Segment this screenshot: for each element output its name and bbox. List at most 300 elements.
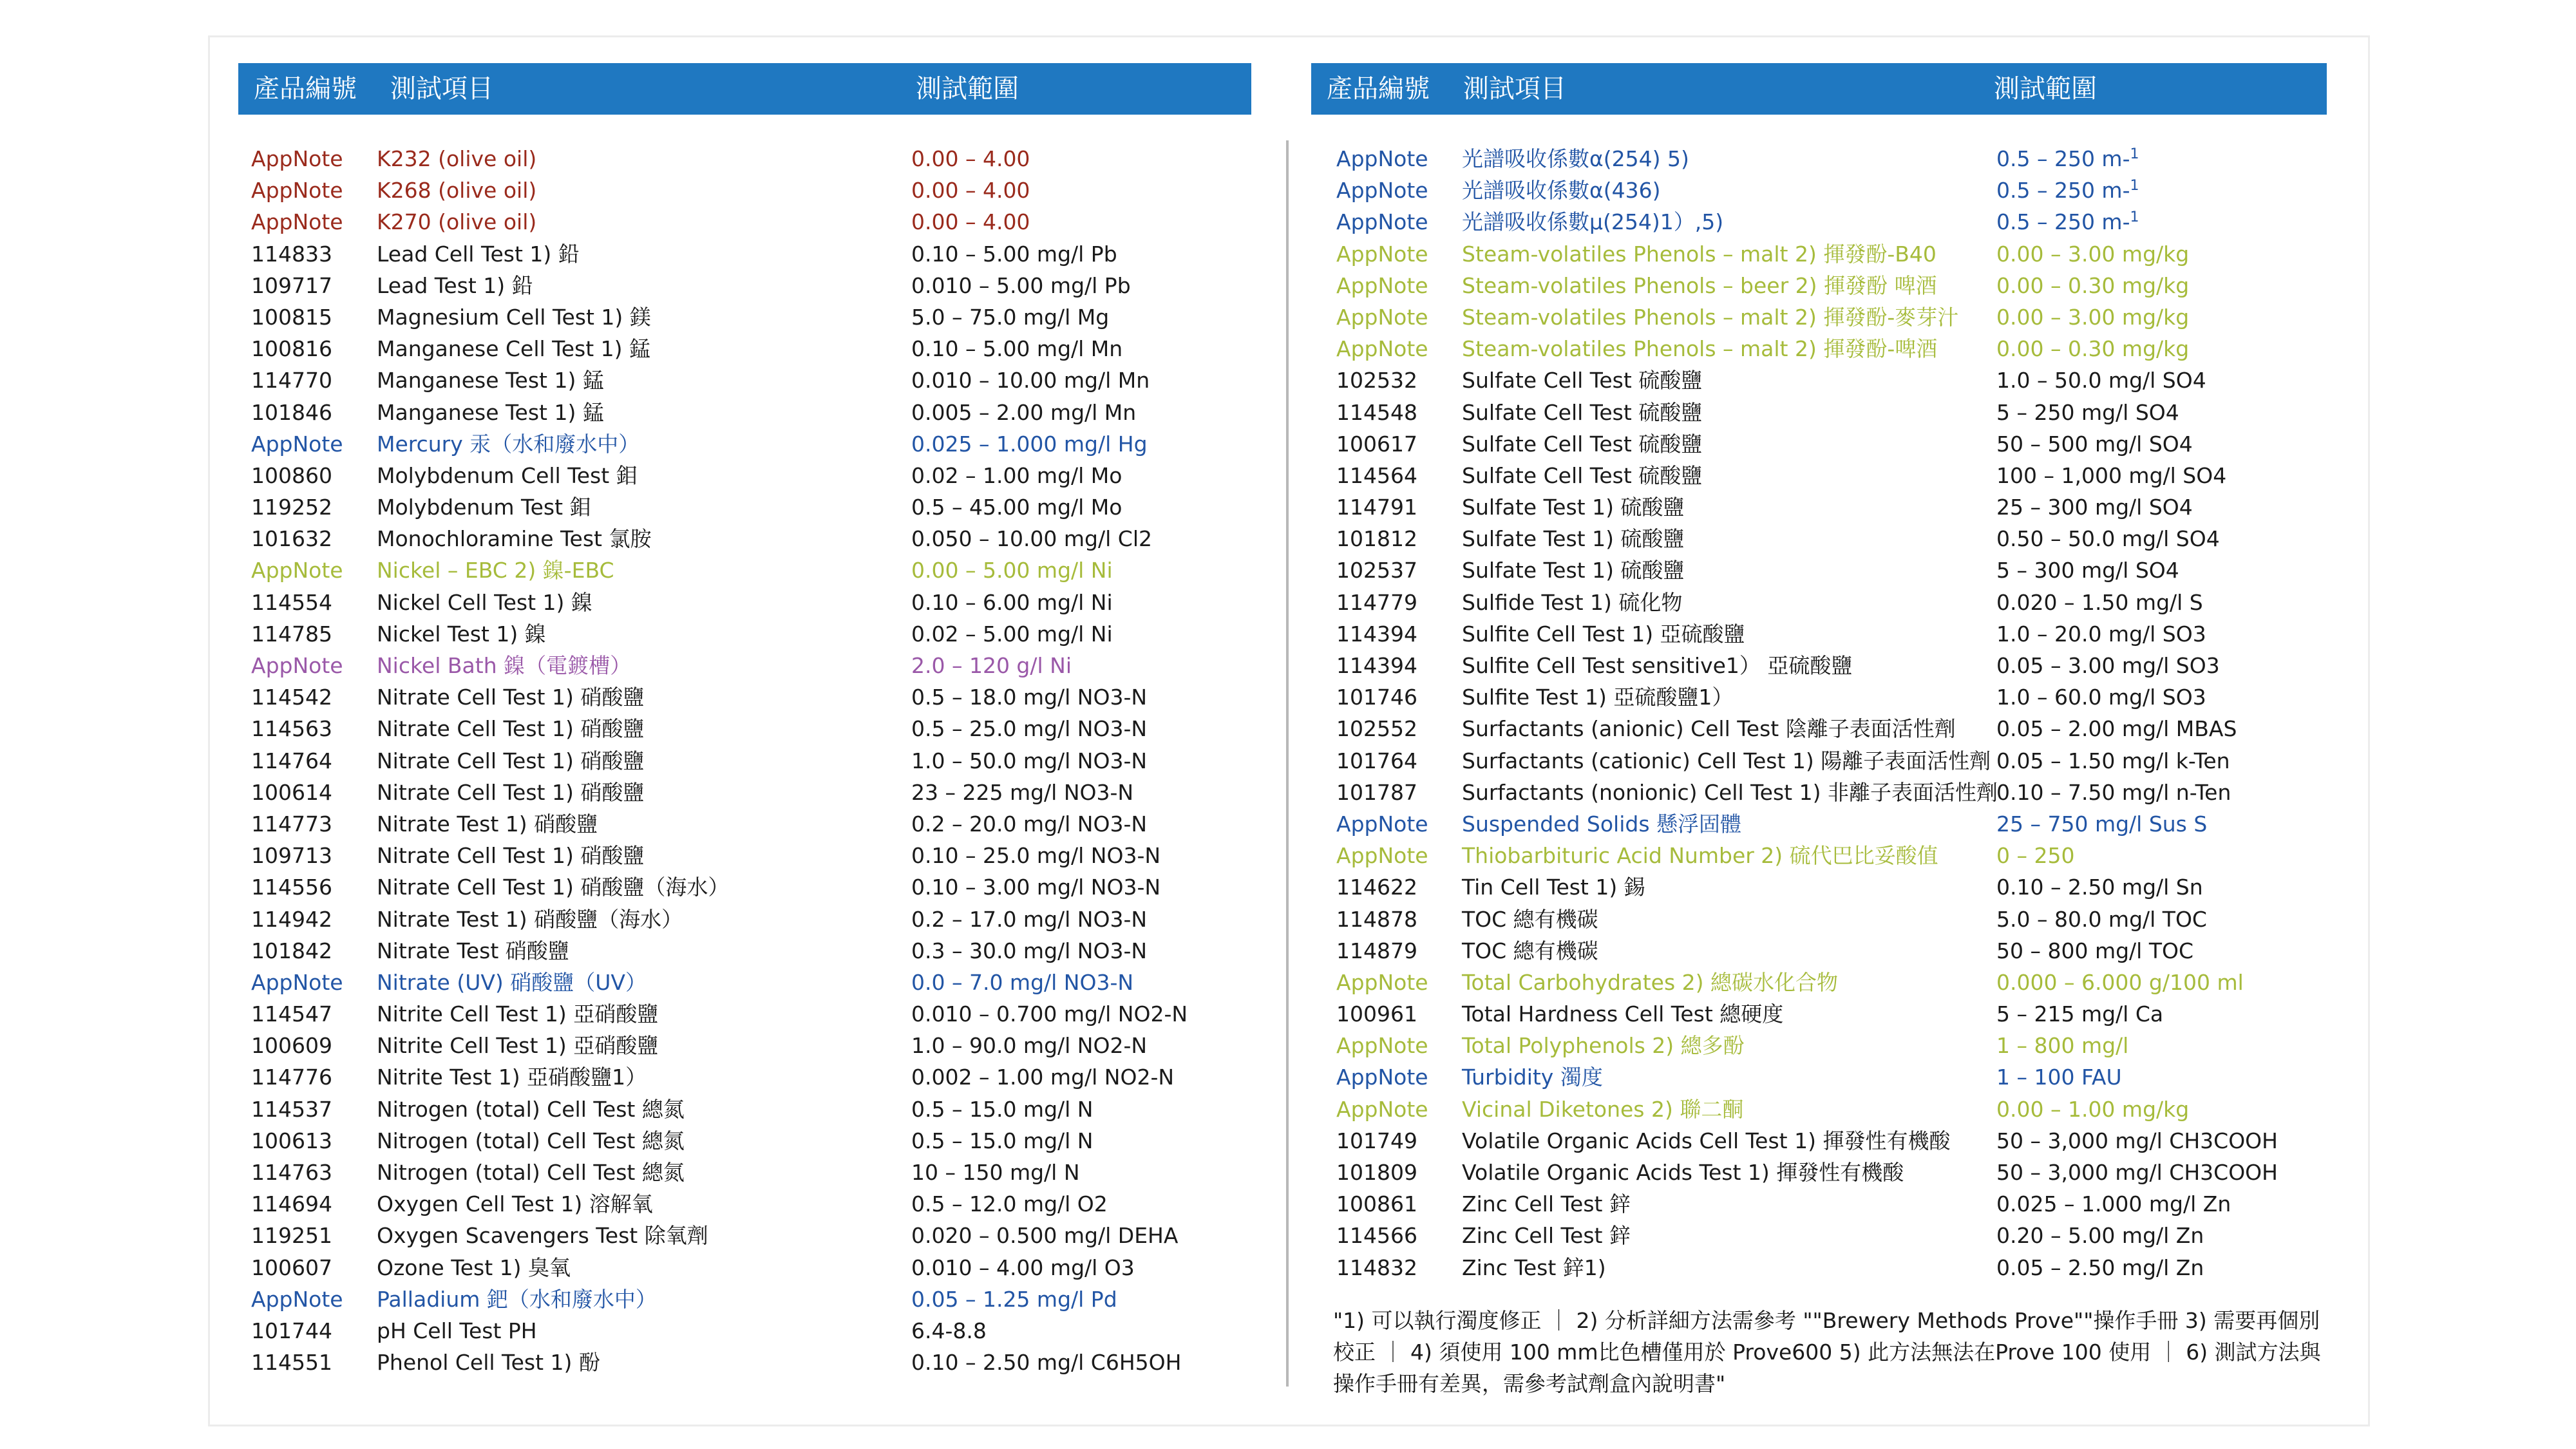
product-code: AppNote (1336, 241, 1428, 267)
test-range-value: 0.02 – 1.00 mg/l Mo (911, 462, 1122, 488)
test-item: Nitrogen (total) Cell Test 總氮 (377, 1096, 685, 1122)
product-code: 114773 (251, 811, 332, 837)
test-range-value: 0.5 – 45.00 mg/l Mo (911, 495, 1122, 520)
test-range-value: 0.2 – 20.0 mg/l NO3-N (911, 811, 1148, 837)
table-row (251, 745, 1275, 777)
table-row (1336, 871, 2367, 903)
test-range-value: 0.5 – 250 m- (1996, 178, 2130, 204)
product-code: 101749 (1336, 1128, 1417, 1153)
table-row (251, 998, 1275, 1030)
test-item: Sulfite Test 1) 亞硫酸鹽1） (1462, 685, 1734, 710)
test-range (911, 428, 1148, 460)
test-range-value: 0.00 – 0.30 mg/kg (1996, 336, 2190, 362)
test-item: Sulfate Test 1) 硫酸鹽 (1462, 495, 1685, 520)
test-range-value: 0.2 – 17.0 mg/l NO3-N (911, 906, 1148, 932)
product-code-header: 產品編號 (1327, 74, 1430, 104)
test-range (911, 460, 1122, 491)
product-code: 109717 (251, 272, 332, 298)
product-code: 100815 (251, 304, 332, 330)
test-range-value: 1.0 – 60.0 mg/l SO3 (1996, 685, 2206, 710)
product-code: AppNote (1336, 1065, 1428, 1090)
product-code: 114548 (1336, 399, 1417, 425)
test-range-value: 6.4-8.8 (911, 1318, 987, 1343)
product-code: 101842 (251, 938, 332, 963)
test-range (911, 143, 1030, 175)
test-range (911, 587, 1113, 618)
product-code: AppNote (251, 653, 343, 678)
product-code: 101764 (1336, 748, 1417, 773)
test-range (911, 840, 1160, 871)
test-item: Sulfite Cell Test sensitive1） 亞硫酸鹽 (1462, 653, 1853, 678)
product-code: 114542 (251, 685, 332, 710)
test-item: 光譜吸收係數µ(254)1）,5) (1462, 209, 1724, 235)
test-range (911, 935, 1147, 967)
test-item: Nitrate Test 1) 硝酸鹽（海水） (377, 906, 683, 932)
test-range-value: 0.05 – 2.50 mg/l Zn (1996, 1255, 2204, 1280)
table-row (251, 1157, 1275, 1188)
test-item: Nickel – EBC 2) 鎳-EBC (377, 558, 614, 583)
test-range (911, 1125, 1093, 1157)
test-item: Tin Cell Test 1) 錫 (1462, 875, 1645, 900)
test-range (1996, 1157, 2278, 1188)
table-row (1336, 1157, 2367, 1188)
table-row (1336, 554, 2367, 586)
product-code: 114694 (251, 1191, 332, 1217)
test-range-value: 0.020 – 1.50 mg/l S (1996, 589, 2203, 615)
test-item: K232 (olive oil) (377, 146, 537, 171)
test-range-value: 0.00 – 1.00 mg/kg (1996, 1096, 2190, 1122)
test-item: Thiobarbituric Acid Number 2) 硫代巴比妥酸值 (1462, 843, 1938, 869)
table-row (251, 587, 1275, 618)
test-item: K268 (olive oil) (377, 178, 537, 204)
table-row (1336, 967, 2367, 998)
test-item: Nitrite Test 1) 亞硝酸鹽1） (377, 1065, 647, 1090)
test-item: Sulfate Cell Test 硫酸鹽 (1462, 462, 1703, 488)
test-item: Sulfate Cell Test 硫酸鹽 (1462, 431, 1703, 457)
test-range (911, 904, 1147, 935)
test-item: Oxygen Cell Test 1) 溶解氧 (377, 1191, 653, 1217)
product-code: 114622 (1336, 875, 1417, 900)
table-row (251, 1094, 1275, 1125)
test-range-value: 0.010 – 0.700 mg/l NO2-N (911, 1001, 1188, 1027)
test-range (911, 1252, 1135, 1283)
table-row (251, 238, 1275, 270)
test-range-value: 0.050 – 10.00 mg/l Cl2 (911, 526, 1152, 552)
test-item: Total Hardness Cell Test 總硬度 (1462, 1001, 1784, 1027)
test-range (911, 1283, 1117, 1315)
product-code: 114547 (251, 1001, 332, 1027)
test-item: Nitrate Test 硝酸鹽 (377, 938, 569, 963)
test-range (1996, 333, 2189, 365)
product-code: AppNote (251, 178, 343, 204)
table-row (1336, 777, 2367, 808)
table-row (1336, 745, 2367, 777)
test-item: Lead Cell Test 1) 鉛 (377, 241, 580, 267)
table-row (1336, 397, 2367, 428)
product-code: AppNote (251, 146, 343, 171)
table-row (251, 1315, 1275, 1347)
test-range (1996, 270, 2189, 301)
product-code: 114763 (251, 1160, 332, 1185)
test-item: Nitrogen (total) Cell Test 總氮 (377, 1160, 685, 1185)
test-range (911, 523, 1152, 554)
product-code: 114832 (1336, 1255, 1417, 1280)
test-item: Magnesium Cell Test 1) 鎂 (377, 304, 651, 330)
test-range (1996, 460, 2226, 491)
table-row (1336, 650, 2367, 681)
test-range-value: 0.10 – 5.00 mg/l Pb (911, 241, 1117, 267)
test-item: Surfactants (anionic) Cell Test 陰離子表面活性劑 (1462, 716, 1956, 742)
table-row (1336, 143, 2367, 175)
test-item: Volatile Organic Acids Test 1) 揮發性有機酸 (1462, 1160, 1904, 1185)
test-range-value: 5 – 215 mg/l Ca (1996, 1001, 2164, 1027)
table-row (1336, 365, 2367, 396)
product-code: AppNote (1336, 969, 1428, 995)
product-code: 101746 (1336, 685, 1417, 710)
test-range (911, 808, 1147, 840)
product-code: 114942 (251, 906, 332, 932)
test-range (1996, 871, 2203, 903)
test-range-header: 測試範圍 (1994, 74, 2097, 104)
test-range (911, 1220, 1178, 1251)
test-item: Total Polyphenols 2) 總多酚 (1462, 1033, 1745, 1059)
test-range-value: 0.5 – 250 m- (1996, 146, 2130, 171)
test-range-value: 0.10 – 2.50 mg/l C6H5OH (911, 1350, 1182, 1376)
table-row (251, 650, 1275, 681)
test-range (911, 1157, 1080, 1188)
test-range (1996, 301, 2189, 333)
test-range (911, 238, 1117, 270)
test-range-value: 0.0 – 7.0 mg/l NO3-N (911, 969, 1134, 995)
test-range-value: 0.00 – 3.00 mg/kg (1996, 241, 2190, 267)
product-code: 114791 (1336, 495, 1417, 520)
test-item: 光譜吸收係數α(254) 5) (1462, 146, 1689, 171)
left-test-list (251, 143, 1275, 1378)
test-range (911, 998, 1188, 1030)
table-row (251, 1220, 1275, 1251)
test-range (1996, 1252, 2204, 1283)
test-range-value: 0.00 – 4.00 (911, 146, 1030, 171)
product-code: 100609 (251, 1033, 332, 1059)
product-code: 119251 (251, 1223, 332, 1249)
test-range (911, 397, 1136, 428)
table-row (1336, 206, 2367, 238)
test-range (1996, 1030, 2128, 1061)
test-item: Nitrate Cell Test 1) 硝酸鹽 (377, 748, 645, 773)
product-code: AppNote (251, 969, 343, 995)
test-item-header: 測試項目 (390, 74, 493, 104)
product-code: AppNote (251, 558, 343, 583)
test-range-value: 10 – 150 mg/l N (911, 1160, 1080, 1185)
product-code: 114879 (1336, 938, 1417, 963)
product-code: 114770 (251, 368, 332, 393)
test-range (911, 650, 1072, 681)
test-item: Manganese Test 1) 錳 (377, 368, 604, 393)
test-item: Nickel Test 1) 鎳 (377, 621, 546, 647)
test-range (1996, 1061, 2122, 1093)
test-range-value: 0.10 – 25.0 mg/l NO3-N (911, 843, 1161, 869)
test-item: Total Carbohydrates 2) 總碳水化合物 (1462, 969, 1838, 995)
test-range (911, 871, 1160, 903)
product-code: 101744 (251, 1318, 332, 1343)
test-range (1996, 904, 2207, 935)
table-row (251, 1188, 1275, 1220)
test-range (911, 681, 1147, 713)
test-item: Surfactants (cationic) Cell Test 1) 陽離子表面活性劑 (1462, 748, 1991, 773)
test-range (1996, 618, 2206, 650)
test-range-value: 0.5 – 18.0 mg/l NO3-N (911, 685, 1148, 710)
product-code: 114564 (1336, 462, 1417, 488)
test-range (911, 1315, 987, 1347)
product-code: 114878 (1336, 906, 1417, 932)
table-row (251, 681, 1275, 713)
test-range-value: 25 – 750 mg/l Sus S (1996, 811, 2208, 837)
table-row (1336, 333, 2367, 365)
product-code: 119252 (251, 495, 332, 520)
table-row (251, 206, 1275, 238)
test-range (911, 365, 1150, 396)
test-range-value: 0.10 – 2.50 mg/l Sn (1996, 875, 2203, 900)
test-range (1996, 1125, 2278, 1157)
product-code-header: 產品編號 (254, 74, 357, 104)
test-item-header: 測試項目 (1463, 74, 1566, 104)
test-item: Molybdenum Test 鉬 (377, 495, 591, 520)
test-item: Zinc Cell Test 鋅 (1462, 1223, 1631, 1249)
test-item: Zinc Cell Test 鋅 (1462, 1191, 1631, 1217)
unit-exponent: 1 (2130, 209, 2139, 226)
test-range (1996, 206, 2139, 238)
test-item: Nitrate Cell Test 1) 硝酸鹽 (377, 716, 645, 742)
test-range (911, 1188, 1108, 1220)
product-code: 101846 (251, 399, 332, 425)
product-code: AppNote (1336, 336, 1428, 362)
test-item: Volatile Organic Acids Cell Test 1) 揮發性有機酸 (1462, 1128, 1951, 1153)
test-range-value: 0.3 – 30.0 mg/l NO3-N (911, 938, 1148, 963)
table-row (1336, 491, 2367, 523)
test-item: Manganese Test 1) 錳 (377, 399, 604, 425)
test-item: Sulfate Test 1) 硫酸鹽 (1462, 558, 1685, 583)
table-row (251, 428, 1275, 460)
test-range (911, 333, 1122, 365)
table-row (251, 523, 1275, 554)
test-range-value: 0 – 250 (1996, 843, 2075, 869)
test-item: Sulfite Cell Test 1) 亞硫酸鹽 (1462, 621, 1745, 647)
test-item: Zinc Test 鋅1) (1462, 1255, 1606, 1280)
table-row (1336, 175, 2367, 206)
test-range (1996, 523, 2220, 554)
test-item: K270 (olive oil) (377, 209, 537, 235)
test-item: Manganese Cell Test 1) 錳 (377, 336, 650, 362)
test-item: Sulfate Test 1) 硫酸鹽 (1462, 526, 1685, 552)
test-item: Phenol Cell Test 1) 酚 (377, 1350, 600, 1376)
test-range-value: 0.010 – 5.00 mg/l Pb (911, 272, 1131, 298)
table-row (251, 365, 1275, 396)
test-item: TOC 總有機碳 (1462, 906, 1598, 932)
product-code: 114556 (251, 875, 332, 900)
table-row (251, 871, 1275, 903)
table-row (1336, 1220, 2367, 1251)
unit-exponent: 1 (2130, 146, 2139, 162)
test-item: Nitrite Cell Test 1) 亞硝酸鹽 (377, 1001, 659, 1027)
test-range-value: 5 – 250 mg/l SO4 (1996, 399, 2179, 425)
table-row (1336, 523, 2367, 554)
table-row (1336, 1030, 2367, 1061)
product-code: 114551 (251, 1350, 332, 1376)
product-code: 100860 (251, 462, 332, 488)
test-item: Oxygen Scavengers Test 除氧劑 (377, 1223, 708, 1249)
table-row (1336, 1252, 2367, 1283)
product-code: 101632 (251, 526, 332, 552)
table-row (1336, 840, 2367, 871)
test-range-value: 0.05 – 3.00 mg/l SO3 (1996, 653, 2220, 678)
table-row (1336, 238, 2367, 270)
product-code: AppNote (251, 431, 343, 457)
test-item: Monochloramine Test 氯胺 (377, 526, 652, 552)
test-range-value: 5.0 – 80.0 mg/l TOC (1996, 906, 2207, 932)
test-range-value: 50 – 3,000 mg/l CH3COOH (1996, 1128, 2278, 1153)
table-row (1336, 1188, 2367, 1220)
test-item: TOC 總有機碳 (1462, 938, 1598, 963)
table-row (251, 270, 1275, 301)
test-range (1996, 777, 2231, 808)
product-code: 109713 (251, 843, 332, 869)
product-code: AppNote (1336, 272, 1428, 298)
table-row (251, 333, 1275, 365)
test-range-value: 0.10 – 6.00 mg/l Ni (911, 589, 1113, 615)
product-code: 100607 (251, 1255, 332, 1280)
test-range (911, 491, 1122, 523)
test-item: Sulfate Cell Test 硫酸鹽 (1462, 368, 1703, 393)
test-range (911, 206, 1030, 238)
test-range-value: 0.05 – 1.25 mg/l Pd (911, 1286, 1117, 1312)
test-range-value: 1 – 100 FAU (1996, 1065, 2122, 1090)
product-code: AppNote (1336, 209, 1428, 235)
test-range-value: 1.0 – 90.0 mg/l NO2-N (911, 1033, 1148, 1059)
test-range-value: 0.000 – 6.000 g/100 ml (1996, 969, 2244, 995)
test-range-value: 0.00 – 4.00 (911, 209, 1030, 235)
product-code: 100617 (1336, 431, 1417, 457)
test-range-value: 100 – 1,000 mg/l SO4 (1996, 462, 2227, 488)
table-row (1336, 808, 2367, 840)
table-row (251, 1283, 1275, 1315)
test-range-value: 0.002 – 1.00 mg/l NO2-N (911, 1065, 1175, 1090)
test-range-value: 0.025 – 1.000 mg/l Zn (1996, 1191, 2231, 1217)
product-code: 102552 (1336, 716, 1417, 742)
test-range (1996, 650, 2220, 681)
table-row (251, 491, 1275, 523)
table-row (251, 777, 1275, 808)
product-code: AppNote (251, 209, 343, 235)
test-item: Suspended Solids 懸浮固體 (1462, 811, 1742, 837)
test-range (911, 967, 1133, 998)
table-row (1336, 681, 2367, 713)
test-range-value: 0.00 – 4.00 (911, 178, 1030, 204)
product-code: AppNote (251, 1286, 343, 1312)
unit-exponent: 1 (2130, 178, 2139, 194)
product-code: 114785 (251, 621, 332, 647)
test-range-value: 1 – 800 mg/l (1996, 1033, 2129, 1059)
test-range (911, 554, 1113, 586)
test-item: Nitrogen (total) Cell Test 總氮 (377, 1128, 685, 1153)
test-range (1996, 713, 2237, 744)
table-row (251, 143, 1275, 175)
product-code: 114563 (251, 716, 332, 742)
product-code: AppNote (1336, 304, 1428, 330)
test-range (911, 777, 1133, 808)
test-range-value: 0.00 – 5.00 mg/l Ni (911, 558, 1113, 583)
table-row (1336, 904, 2367, 935)
test-range (1996, 1188, 2231, 1220)
table-row (251, 840, 1275, 871)
product-code: 114833 (251, 241, 332, 267)
table-row (251, 397, 1275, 428)
test-range-value: 1.0 – 20.0 mg/l SO3 (1996, 621, 2206, 647)
test-item: Nitrite Cell Test 1) 亞硝酸鹽 (377, 1033, 659, 1059)
product-code: 114394 (1336, 653, 1417, 678)
test-item: 光譜吸收係數α(436) (1462, 178, 1661, 204)
table-row (1336, 618, 2367, 650)
test-item: Nitrate Test 1) 硝酸鹽 (377, 811, 598, 837)
product-code: 100613 (251, 1128, 332, 1153)
test-item: Molybdenum Cell Test 鉬 (377, 462, 638, 488)
table-row (1336, 1061, 2367, 1093)
test-range (1996, 681, 2206, 713)
test-item: Steam-volatiles Phenols – beer 2) 揮發酚 啤酒 (1462, 272, 1937, 298)
product-code: 114776 (251, 1065, 332, 1090)
test-range-value: 0.5 – 25.0 mg/l NO3-N (911, 716, 1148, 742)
test-range (911, 301, 1109, 333)
product-code: 114537 (251, 1096, 332, 1122)
test-range-value: 0.5 – 250 m- (1996, 209, 2130, 235)
test-range-value: 0.05 – 1.50 mg/l k-Ten (1996, 748, 2230, 773)
table-row (1336, 1094, 2367, 1125)
test-item: Mercury 汞（水和廢水中） (377, 431, 640, 457)
product-code: 114779 (1336, 589, 1417, 615)
test-range (1996, 967, 2244, 998)
test-range-value: 0.10 – 7.50 mg/l n-Ten (1996, 779, 2231, 805)
test-range (911, 618, 1113, 650)
table-row (251, 301, 1275, 333)
table-row (251, 1125, 1275, 1157)
test-range-value: 0.10 – 3.00 mg/l NO3-N (911, 875, 1161, 900)
test-range-value: 0.02 – 5.00 mg/l Ni (911, 621, 1113, 647)
test-item: Steam-volatiles Phenols – malt 2) 揮發酚-麥芽汁 (1462, 304, 1959, 330)
product-code: 100961 (1336, 1001, 1417, 1027)
test-item: Ozone Test 1) 臭氧 (377, 1255, 571, 1280)
product-code: 101812 (1336, 526, 1417, 552)
product-code: 100816 (251, 336, 332, 362)
test-range-value: 2.0 – 120 g/l Ni (911, 653, 1072, 678)
test-range (911, 1347, 1181, 1378)
column-divider (1286, 140, 1289, 1387)
test-item: Nitrate Cell Test 1) 硝酸鹽 (377, 685, 645, 710)
test-item: Turbidity 濁度 (1462, 1065, 1603, 1090)
test-range (911, 1061, 1174, 1093)
test-item: Nickel Cell Test 1) 鎳 (377, 589, 592, 615)
test-range (1996, 745, 2230, 777)
test-range-value: 0.05 – 2.00 mg/l MBAS (1996, 716, 2237, 742)
test-range-value: 0.025 – 1.000 mg/l Hg (911, 431, 1148, 457)
test-item: Nitrate Cell Test 1) 硝酸鹽（海水） (377, 875, 730, 900)
test-range-value: 0.010 – 4.00 mg/l O3 (911, 1255, 1135, 1280)
product-code: 100614 (251, 779, 332, 805)
test-range (1996, 840, 2074, 871)
table-row (1336, 587, 2367, 618)
test-range-value: 23 – 225 mg/l NO3-N (911, 779, 1134, 805)
product-code: AppNote (1336, 146, 1428, 171)
product-code: 101787 (1336, 779, 1417, 805)
product-code: AppNote (1336, 178, 1428, 204)
